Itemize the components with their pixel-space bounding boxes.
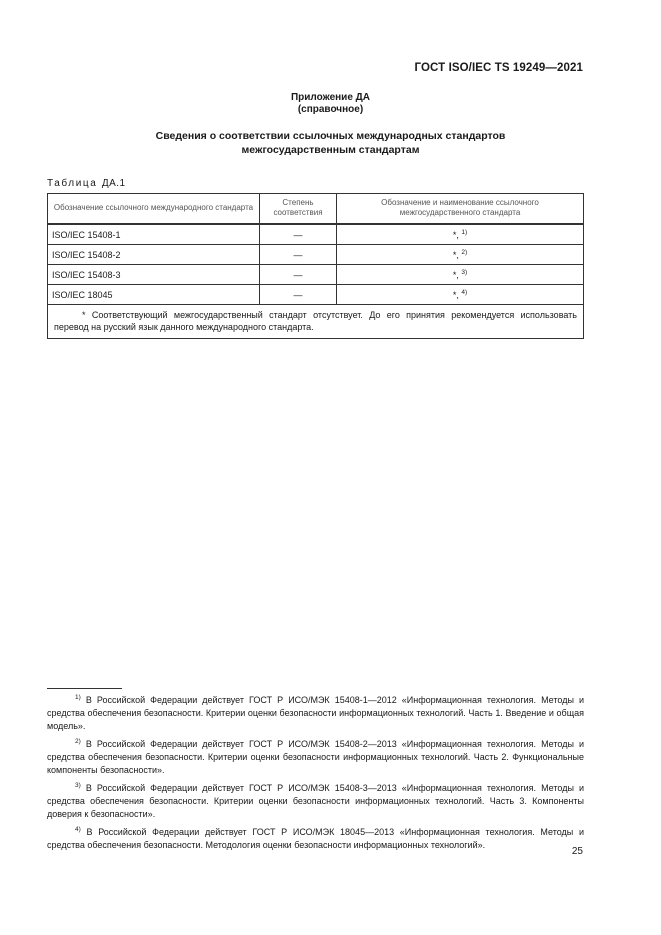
table-note-row bbox=[48, 305, 584, 339]
cell-mark: *, bbox=[452, 269, 462, 280]
footnote-text: В Российской Федерации действует ГОСТ Р ИСО/МЭК 15408-2—2013 «Информационная технология. Методы и средства обеспечения безопасности. Критерии оценки безопасности информационных технологий. Часть 2. Функциональные компоненты безопасности». bbox=[47, 739, 584, 775]
cell-interstate-ref bbox=[337, 224, 584, 245]
footnote bbox=[47, 826, 584, 852]
cell-degree: — bbox=[260, 265, 337, 285]
footnote-marker: 4) bbox=[75, 826, 81, 833]
cell-degree: — bbox=[260, 245, 337, 265]
footnote-ref[interactable]: 4) bbox=[461, 288, 468, 296]
footnote-text: В Российской Федерации действует ГОСТ Р ИСО/МЭК 15408-3—2013 «Информационная технология. Методы и средства обеспечения безопасности. Критерии оценки безопасности информационных технологий. Часть 3. Компоненты доверия к безопасности». bbox=[47, 783, 584, 819]
table-row bbox=[48, 265, 584, 285]
annex-heading-line-2: межгосударственным стандартам bbox=[241, 144, 420, 156]
cell-mark: *, bbox=[452, 249, 462, 260]
footnote-marker: 2) bbox=[75, 738, 81, 745]
page-number: 25 bbox=[571, 846, 583, 857]
footnote-ref[interactable]: 2) bbox=[461, 248, 468, 256]
table-caption bbox=[47, 178, 126, 189]
cell-degree: — bbox=[260, 224, 337, 245]
table-header-row bbox=[48, 194, 584, 225]
cell-standard-code: ISO/IEC 15408-2 bbox=[48, 245, 260, 265]
footnote-marker: 3) bbox=[75, 782, 81, 789]
cell-mark: *, bbox=[452, 229, 462, 240]
footnotes bbox=[47, 694, 584, 857]
footnote-ref[interactable]: 1) bbox=[461, 228, 468, 236]
cell-standard-code: ISO/IEC 15408-1 bbox=[48, 224, 260, 245]
footnote-marker: 1) bbox=[75, 694, 81, 701]
cell-standard-code: ISO/IEC 18045 bbox=[48, 285, 260, 305]
table-caption-number: ДА.1 bbox=[101, 178, 126, 189]
header-interstate-standard: Обозначение и наименование ссылочного межгосударственного стандарта bbox=[337, 194, 584, 225]
footnote-separator bbox=[47, 688, 122, 689]
correspondence-table bbox=[47, 193, 584, 339]
header-degree: Степень соответствия bbox=[260, 194, 337, 225]
footnote bbox=[47, 738, 584, 777]
cell-interstate-ref bbox=[337, 245, 584, 265]
footnote bbox=[47, 782, 584, 821]
footnote-text: В Российской Федерации действует ГОСТ Р ИСО/МЭК 18045—2013 «Информационная технология. Методы и средства обеспечения безопасности. Методология оценки безопасности информационных технологий». bbox=[47, 827, 584, 850]
cell-mark: *, bbox=[452, 289, 462, 300]
header-international-standard: Обозначение ссылочного международного стандарта bbox=[48, 194, 260, 225]
footnote-ref[interactable]: 3) bbox=[461, 268, 468, 276]
standard-designation: ГОСТ ISO/IEC TS 19249—2021 bbox=[414, 62, 583, 74]
cell-standard-code: ISO/IEC 15408-3 bbox=[48, 265, 260, 285]
table-note: * Соответствующий межгосударственный стандарт отсутствует. До его принятия рекомендуется использовать перевод на русский язык данного международного стандарта. bbox=[48, 305, 584, 339]
annex-title: Приложение ДА bbox=[290, 92, 371, 103]
annex-heading-line-1: Сведения о соответствии ссылочных международных стандартов bbox=[155, 130, 506, 142]
table-row bbox=[48, 285, 584, 305]
table-row bbox=[48, 245, 584, 265]
table-row bbox=[48, 224, 584, 245]
cell-interstate-ref bbox=[337, 285, 584, 305]
annex-subtitle: (справочное) bbox=[297, 104, 364, 115]
cell-interstate-ref bbox=[337, 265, 584, 285]
table-caption-word: Таблица bbox=[47, 178, 98, 189]
footnote bbox=[47, 694, 584, 733]
footnote-text: В Российской Федерации действует ГОСТ Р ИСО/МЭК 15408-1—2012 «Информационная технология. Методы и средства обеспечения безопасности. Критерии оценки безопасности информационных технологий. Часть 1. Введение и общая модель». bbox=[47, 695, 584, 731]
cell-degree: — bbox=[260, 285, 337, 305]
